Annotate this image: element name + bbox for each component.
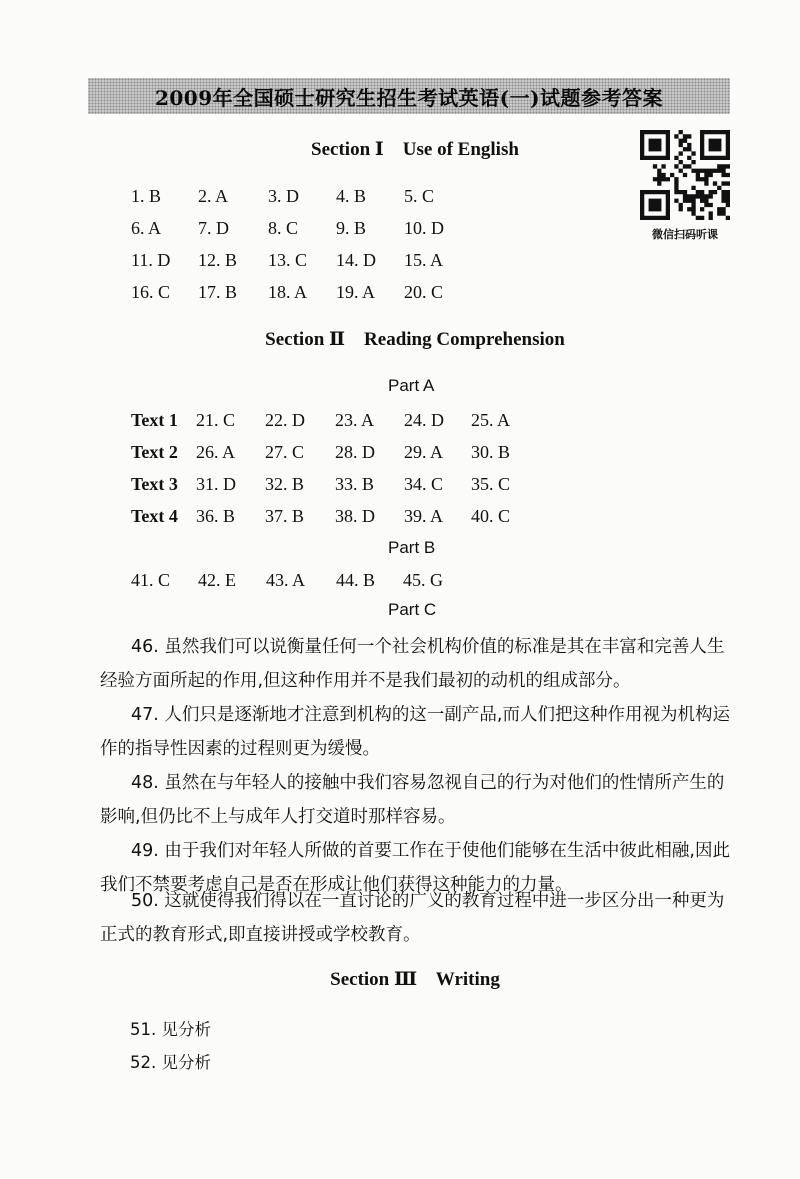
answer: 3. D xyxy=(268,186,299,206)
qr-caption: 微信扫码听课 xyxy=(652,228,718,241)
translation-46: 46. 虽然我们可以说衡量任何一个社会机构价值的标准是其在丰富和完善人生经验方面所起的作用,但这种作用并不是我们最初的动机的组成部分。 xyxy=(100,637,725,691)
section-1-heading: Section Ⅰ Use of English xyxy=(311,139,519,160)
page-title: 2009年全国硕士研究生招生考试英语(一)试题参考答案 xyxy=(154,85,664,110)
section-2-heading: Section Ⅱ Reading Comprehension xyxy=(265,329,565,350)
translation-49: 49. 由于我们对年轻人所做的首要工作在于使他们能够在生活中彼此相融,因此我们不禁要考虑自己是否在形成让他们获得这种能力的力量。 xyxy=(100,841,730,895)
answer: 43. A xyxy=(266,570,306,590)
answer: 13. C xyxy=(268,250,308,270)
answer: 19. A xyxy=(336,282,376,302)
answer: 38. D xyxy=(335,506,375,526)
answer: 17. B xyxy=(198,282,238,302)
answer: 40. C xyxy=(471,506,511,526)
section-3-heading: Section Ⅲ Writing xyxy=(330,969,500,990)
text-label: Text 1 xyxy=(131,410,178,430)
writing-item-52: 52. 见分析 xyxy=(130,1053,211,1072)
part-a-heading: Part A xyxy=(388,376,435,395)
answer: 30. B xyxy=(471,442,511,462)
answer: 41. C xyxy=(131,570,171,590)
qr-code-icon xyxy=(640,130,730,220)
answer: 28. D xyxy=(335,442,375,462)
answer: 44. B xyxy=(336,570,376,590)
answer: 39. A xyxy=(404,506,444,526)
answer-key-title-bar xyxy=(88,78,730,114)
translation-48: 48. 虽然在与年轻人的接触中我们容易忽视自己的行为对他们的性情所产生的影响,但仍比不上与成年人打交道时那样容易。 xyxy=(100,773,725,827)
answer: 42. E xyxy=(198,570,236,590)
answer: 11. D xyxy=(131,250,171,270)
translation-50: 50. 这就使得我们得以在一直讨论的广义的教育过程中进一步区分出一种更为正式的教育形式,即直接讲授或学校教育。 xyxy=(100,891,725,945)
answer: 25. A xyxy=(471,410,511,430)
answer: 8. C xyxy=(268,218,299,238)
answer: 4. B xyxy=(336,186,367,206)
answer: 2. A xyxy=(198,186,229,206)
answer: 16. C xyxy=(131,282,171,302)
text-label: Text 4 xyxy=(131,506,178,526)
answer: 23. A xyxy=(335,410,375,430)
answer: 21. C xyxy=(196,410,236,430)
answer: 20. C xyxy=(404,282,444,302)
writing-item-51: 51. 见分析 xyxy=(130,1020,211,1039)
answer: 31. D xyxy=(196,474,236,494)
answer: 18. A xyxy=(268,282,308,302)
answer: 24. D xyxy=(404,410,444,430)
text-label: Text 3 xyxy=(131,474,178,494)
answer: 6. A xyxy=(131,218,162,238)
answer: 26. A xyxy=(196,442,236,462)
part-b-heading: Part B xyxy=(388,538,436,557)
answer: 37. B xyxy=(265,506,305,526)
answer: 14. D xyxy=(336,250,376,270)
answer: 32. B xyxy=(265,474,305,494)
answer: 36. B xyxy=(196,506,236,526)
translation-47: 47. 人们只是逐渐地才注意到机构的这一副产品,而人们把这种作用视为机构运作的指导性因素的过程则更为缓慢。 xyxy=(100,705,730,759)
answer: 34. C xyxy=(404,474,444,494)
answer: 33. B xyxy=(335,474,375,494)
answer: 1. B xyxy=(131,186,162,206)
answer: 5. C xyxy=(404,186,435,206)
answer: 10. D xyxy=(404,218,444,238)
answer: 35. C xyxy=(471,474,511,494)
text-label: Text 2 xyxy=(131,442,178,462)
answer: 29. A xyxy=(404,442,444,462)
answer: 45. G xyxy=(403,570,443,590)
answer: 22. D xyxy=(265,410,305,430)
answer: 12. B xyxy=(198,250,238,270)
answer: 15. A xyxy=(404,250,444,270)
answer: 7. D xyxy=(198,218,229,238)
answer: 9. B xyxy=(336,218,367,238)
answer: 27. C xyxy=(265,442,305,462)
part-c-heading: Part C xyxy=(388,600,437,619)
